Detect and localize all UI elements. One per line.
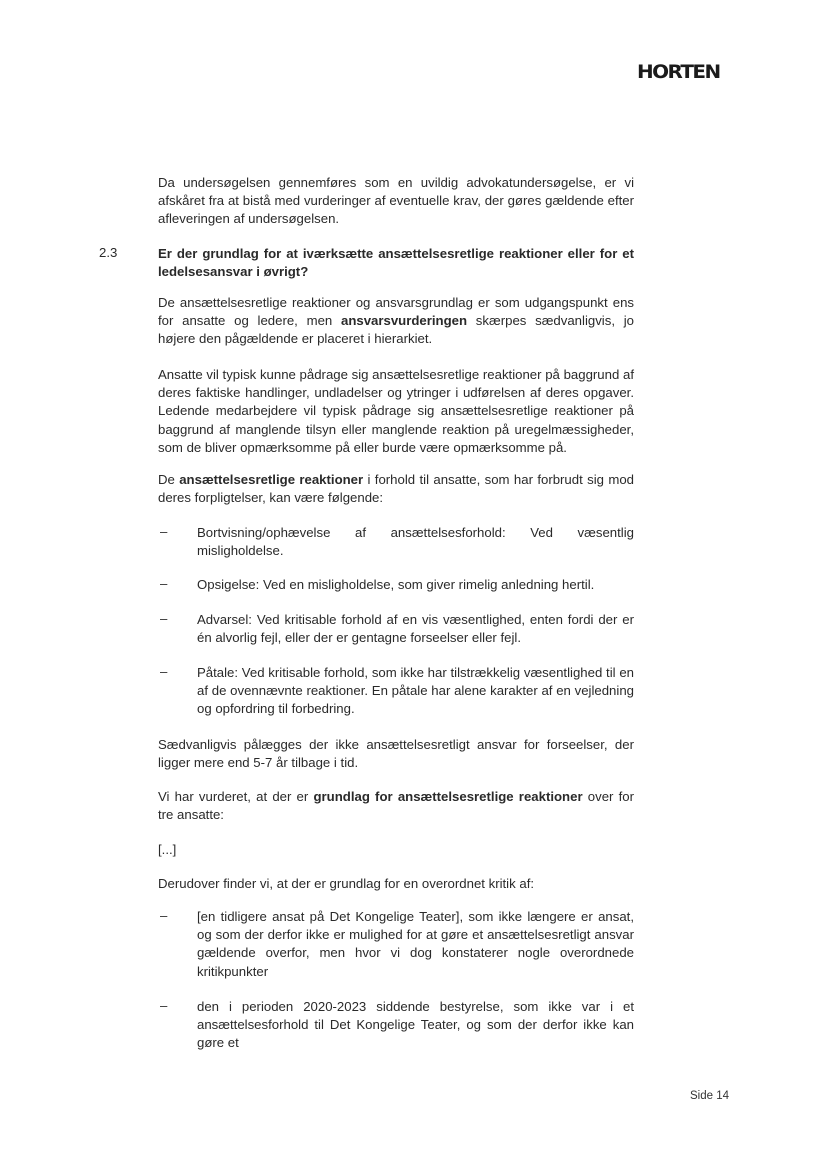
paragraph-6: Derudover finder vi, at der er grundlag for en overordnet kritik af:: [158, 876, 535, 891]
paragraph-3: [158, 471, 634, 507]
p5-text-c: over for tre ansatte:: [158, 789, 635, 823]
p5-bold: grundlag for ansættelsesretlige reaktioner: [313, 789, 583, 804]
p3-bold: ansættelsesretlige reaktioner: [179, 472, 364, 487]
section-number: 2.3: [99, 245, 118, 260]
paragraph-ellipsis: [...]: [158, 842, 177, 857]
p1-bold: ansvarsvurderingen: [340, 313, 468, 329]
list-dash: –: [160, 664, 168, 679]
list-item-paatale: Påtale: Ved kritisable forhold, som ikke har tilstrækkelig væsentlighed til en af de ovennævnte reaktioner. En påtale har alene karakter af en vejledning og opfordring til forbedring.: [197, 665, 634, 717]
p3-text-c: i forhold til ansatte, som har forbrudt sig mod deres forpligtelser, kan være følgende:: [158, 472, 634, 506]
paragraph-5: [158, 788, 634, 824]
list-dash: –: [160, 576, 168, 591]
list-dash: –: [160, 611, 168, 626]
list-item-former-employee: [en tidligere ansat på Det Kongelige Teater], som ikke længere er ansat, og som der derfor ikke er mulighed for at gøre et ansættelsesretligt ansvar gældende overfor, men hvor vi dog konstaterer nogle overordnede kritikpunkter: [197, 909, 634, 979]
list-item-advarsel: Advarsel: Ved kritisable forhold af en vis væsentlighed, enten fordi der er én alvorlig fejl, eller der er gentagne forseelser eller fejl.: [197, 612, 634, 646]
paragraph-4: Sædvanligvis pålægges der ikke ansættelsesretligt ansvar for forseelser, der ligger mere end 5-7 år tilbage i tid.: [158, 737, 634, 771]
paragraph-2: Ansatte vil typisk kunne pådrage sig ansættelsesretlige reaktioner på baggrund af deres faktiske handlinger, undladelser og ytringer i udførelsen af deres opgaver. Ledende medarbejdere vil typisk pådrage sig ansættelsesretlige reaktioner på baggrund af manglende tilsyn eller manglende reaktion på uregelmæssigheder, som de bliver opmærksomme på eller burde være opmærksomme på.: [158, 367, 634, 455]
intro-paragraph: Da undersøgelsen gennemføres som en uvildig advokatundersøgelse, er vi afskåret fra at bistå med vurderinger af eventuelle krav, der gøres gældende efter afleveringen af undersøgelsen.: [158, 175, 634, 227]
list-dash: –: [160, 998, 168, 1013]
paragraph-1: [158, 294, 634, 349]
horten-logo: HORTEN: [637, 61, 720, 83]
list-item-board: den i perioden 2020-2023 siddende bestyrelse, som ikke var i et ansættelsesforhold til Det Kongelige Teater, og som der derfor ikke kan gøre et: [197, 999, 634, 1051]
p1-text-a: De ansættelsesretlige reaktioner og ansvarsgrundlag er som udgangspunkt ens for ansatte og ledere, men: [158, 295, 634, 329]
section-heading: Er der grundlag for at iværksætte ansættelsesretlige reaktioner eller for et ledelsesansvar i øvrigt?: [158, 246, 634, 280]
p5-text-a: Vi har vurderet, at der er: [158, 789, 314, 804]
list-item-opsigelse: Opsigelse: Ved en misligholdelse, som giver rimelig anledning hertil.: [197, 577, 595, 592]
list-item-bortvisning: Bortvisning/ophævelse af ansættelsesforhold: Ved væsentlig misligholdelse.: [197, 525, 634, 559]
page-number: Side 14: [690, 1090, 730, 1102]
p3-text-a: De: [158, 472, 180, 487]
list-dash: –: [160, 908, 168, 923]
p1-text-c: skærpes sædvanligvis, jo højere den pågældende er placeret i hierarkiet.: [158, 313, 634, 347]
list-dash: –: [160, 524, 168, 539]
